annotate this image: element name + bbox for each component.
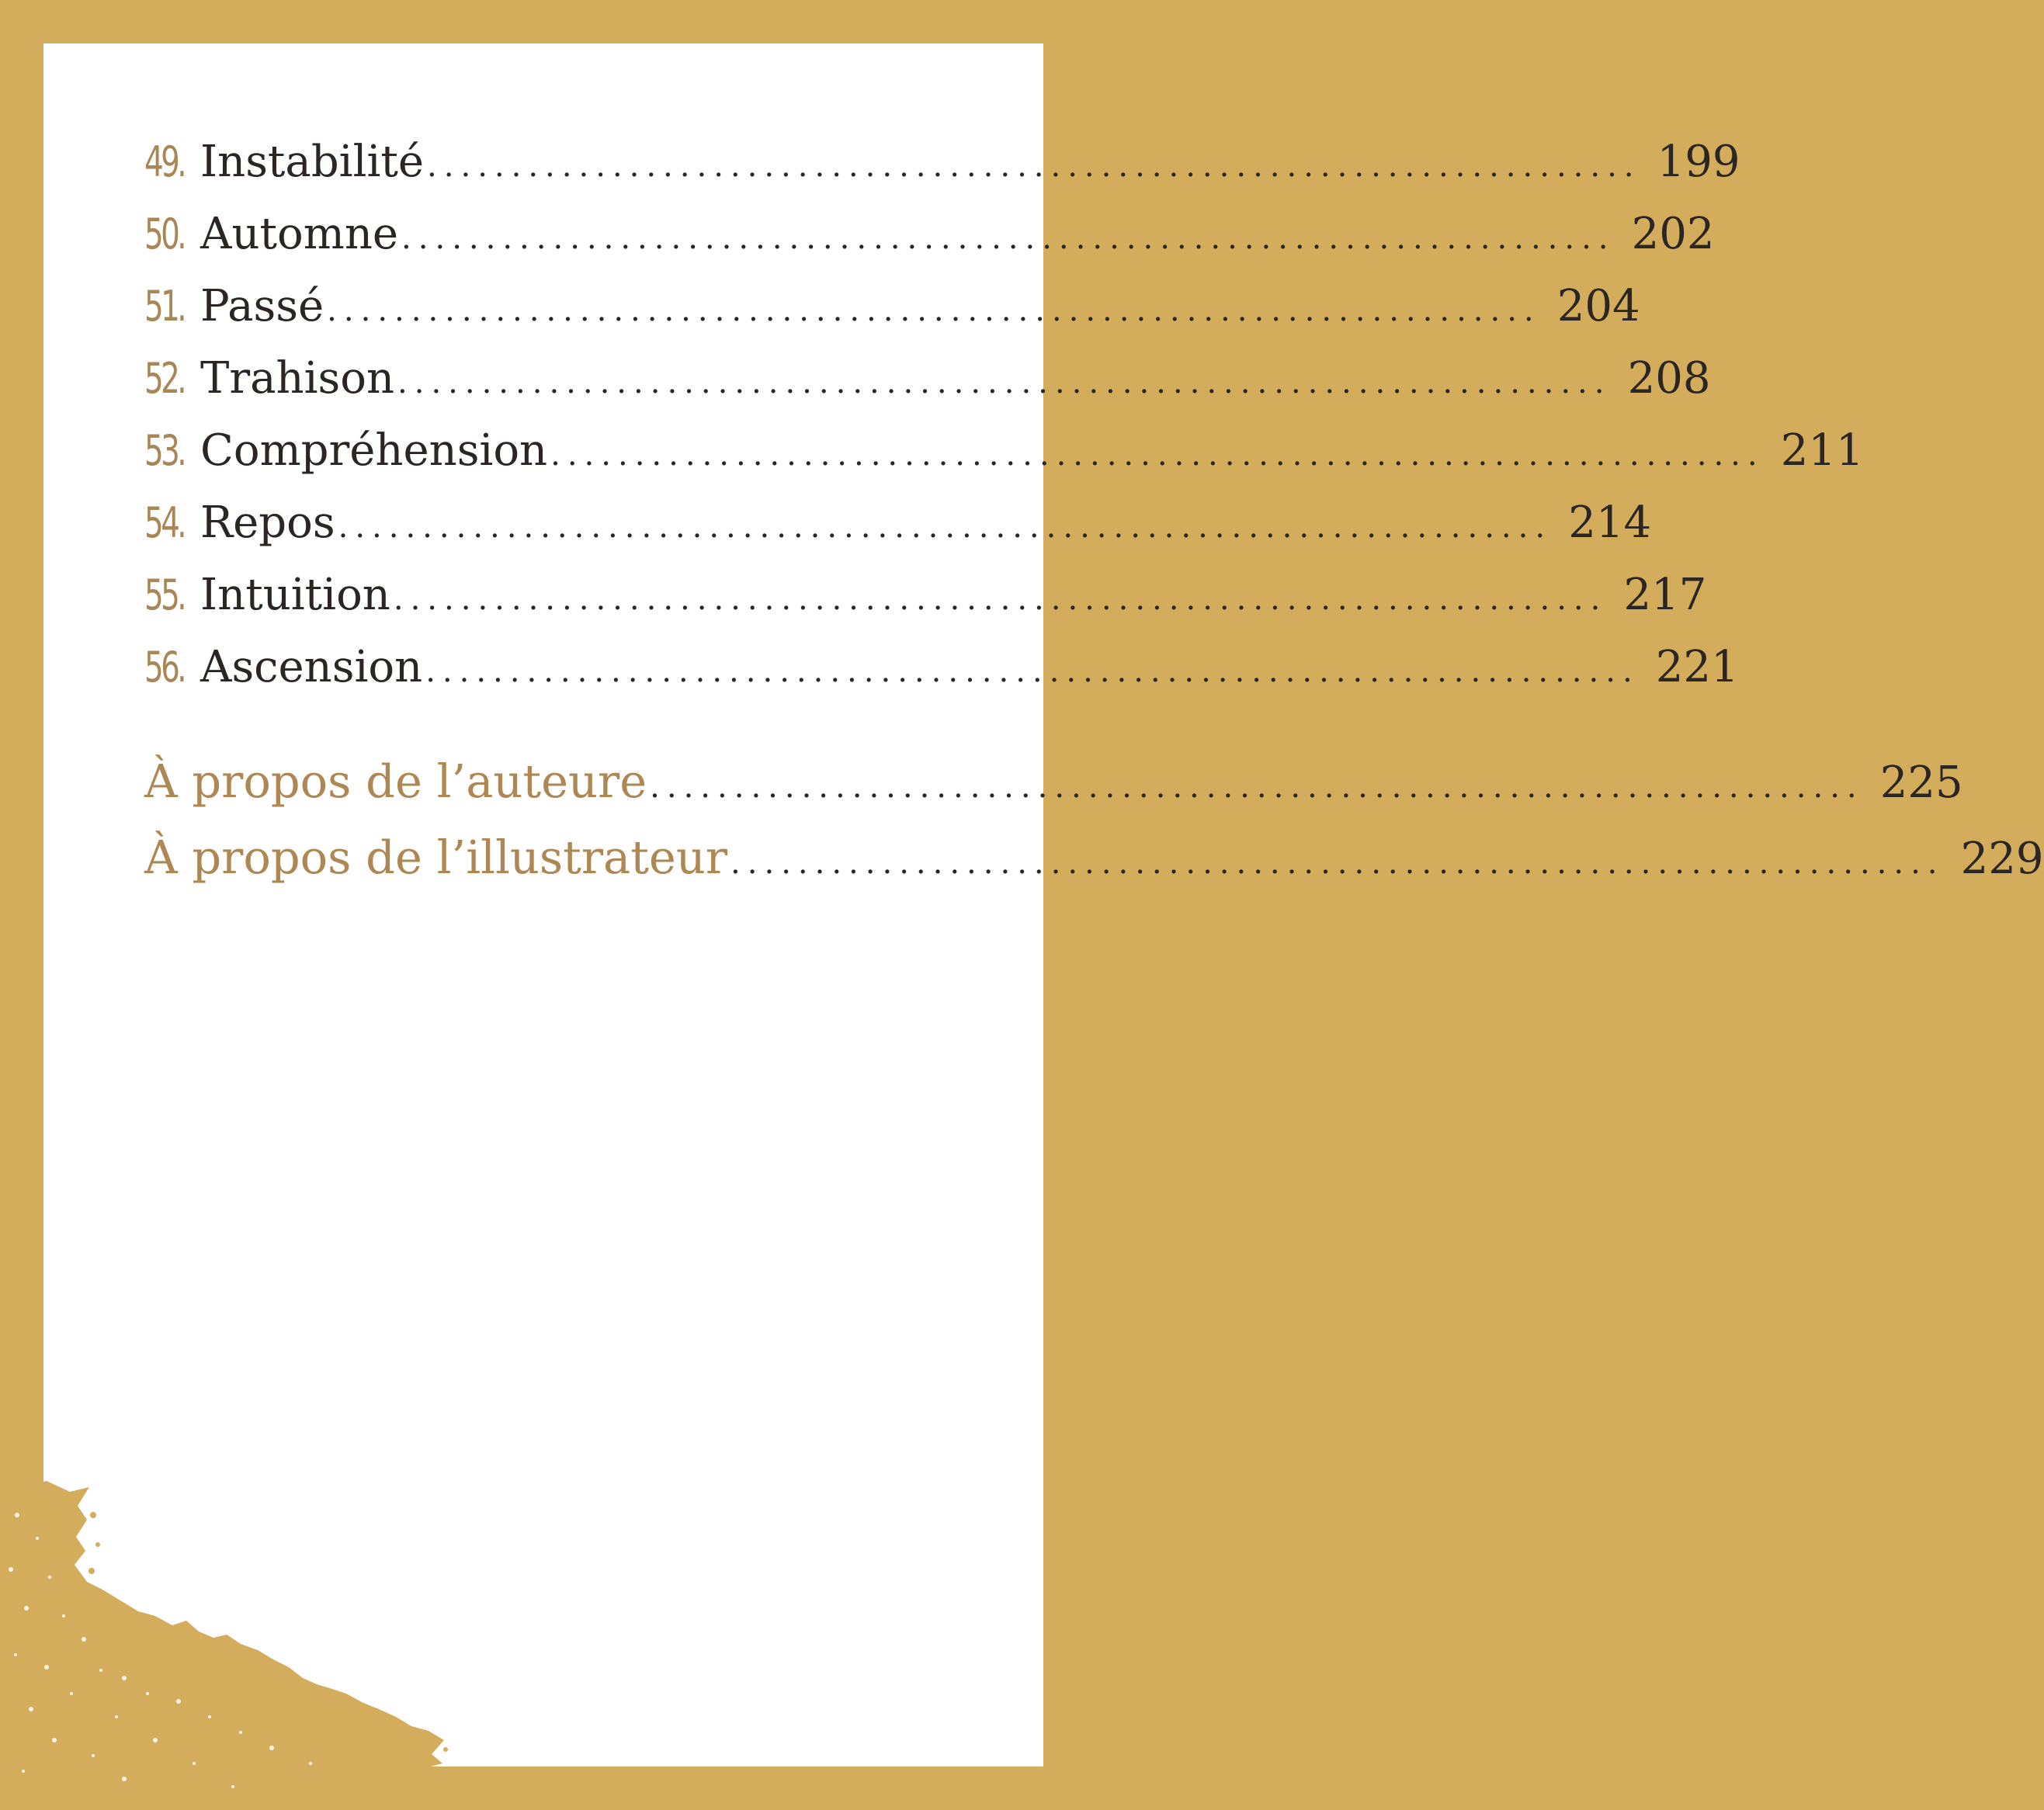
- dot-leader: ........................................................................: [550, 437, 1765, 473]
- dot-leader: ........................................................................: [338, 509, 1553, 545]
- page-number: 202: [1631, 209, 1715, 259]
- dot-leader: ........................................................................: [393, 581, 1608, 617]
- toc-entry[interactable]: [144, 137, 1740, 209]
- about-illustrator-title: À propos de l’illustrateur: [144, 830, 728, 884]
- about-author-title: À propos de l’auteure: [144, 754, 647, 808]
- toc-entry[interactable]: [144, 642, 1739, 714]
- page-number: 208: [1627, 353, 1711, 404]
- chapter-number: 52.: [144, 354, 185, 403]
- chapter-title: Ascension: [200, 642, 423, 692]
- dot-leader: ........................................................................: [327, 293, 1541, 328]
- toc-entry[interactable]: [144, 570, 1707, 642]
- chapter-title: Instabilité: [200, 137, 425, 187]
- table-of-contents: [144, 137, 2044, 907]
- page-number: 221: [1655, 642, 1739, 692]
- chapter-title: Trahison: [200, 353, 395, 404]
- toc-entry[interactable]: [144, 498, 1652, 570]
- page-number: 204: [1556, 281, 1640, 331]
- toc-entry[interactable]: [144, 425, 1864, 498]
- chapter-number: 55.: [144, 570, 185, 619]
- about-section: [144, 754, 2044, 907]
- chapter-number: 56.: [144, 643, 185, 692]
- toc-entry-about-author[interactable]: [144, 754, 1963, 830]
- toc-entry-about-illustrator[interactable]: [144, 830, 2044, 907]
- page-number: 214: [1568, 498, 1652, 548]
- dot-leader: ........................................................................: [401, 220, 1615, 256]
- chapter-title: Automne: [200, 209, 399, 259]
- dot-leader: ........................................................................: [425, 654, 1640, 689]
- chapter-title: Repos: [200, 498, 335, 548]
- chapter-list: [144, 137, 1864, 714]
- chapter-title: Intuition: [200, 570, 390, 620]
- toc-entry[interactable]: [144, 353, 1711, 425]
- toc-entry[interactable]: [144, 281, 1640, 353]
- page-number: 199: [1657, 137, 1740, 187]
- page-number: 211: [1780, 425, 1864, 476]
- dot-leader: ........................................................................: [650, 769, 1864, 805]
- page-number: 225: [1879, 758, 1963, 808]
- page-number: 229: [1960, 834, 2044, 884]
- chapter-number: 51.: [144, 282, 185, 331]
- chapter-number: 54.: [144, 498, 185, 547]
- chapter-title: Compréhension: [200, 425, 548, 476]
- chapter-number: 49.: [144, 137, 185, 186]
- toc-entry[interactable]: [144, 209, 1715, 281]
- gold-paint-splash: [0, 1484, 466, 1810]
- dot-leader: ........................................................................: [730, 845, 1945, 881]
- dot-leader: ........................................................................: [397, 365, 1612, 400]
- dot-leader: ........................................................................: [427, 148, 1641, 184]
- chapter-title: Passé: [200, 281, 324, 331]
- page-number: 217: [1623, 570, 1707, 620]
- chapter-number: 53.: [144, 426, 185, 475]
- chapter-number: 50.: [144, 210, 185, 258]
